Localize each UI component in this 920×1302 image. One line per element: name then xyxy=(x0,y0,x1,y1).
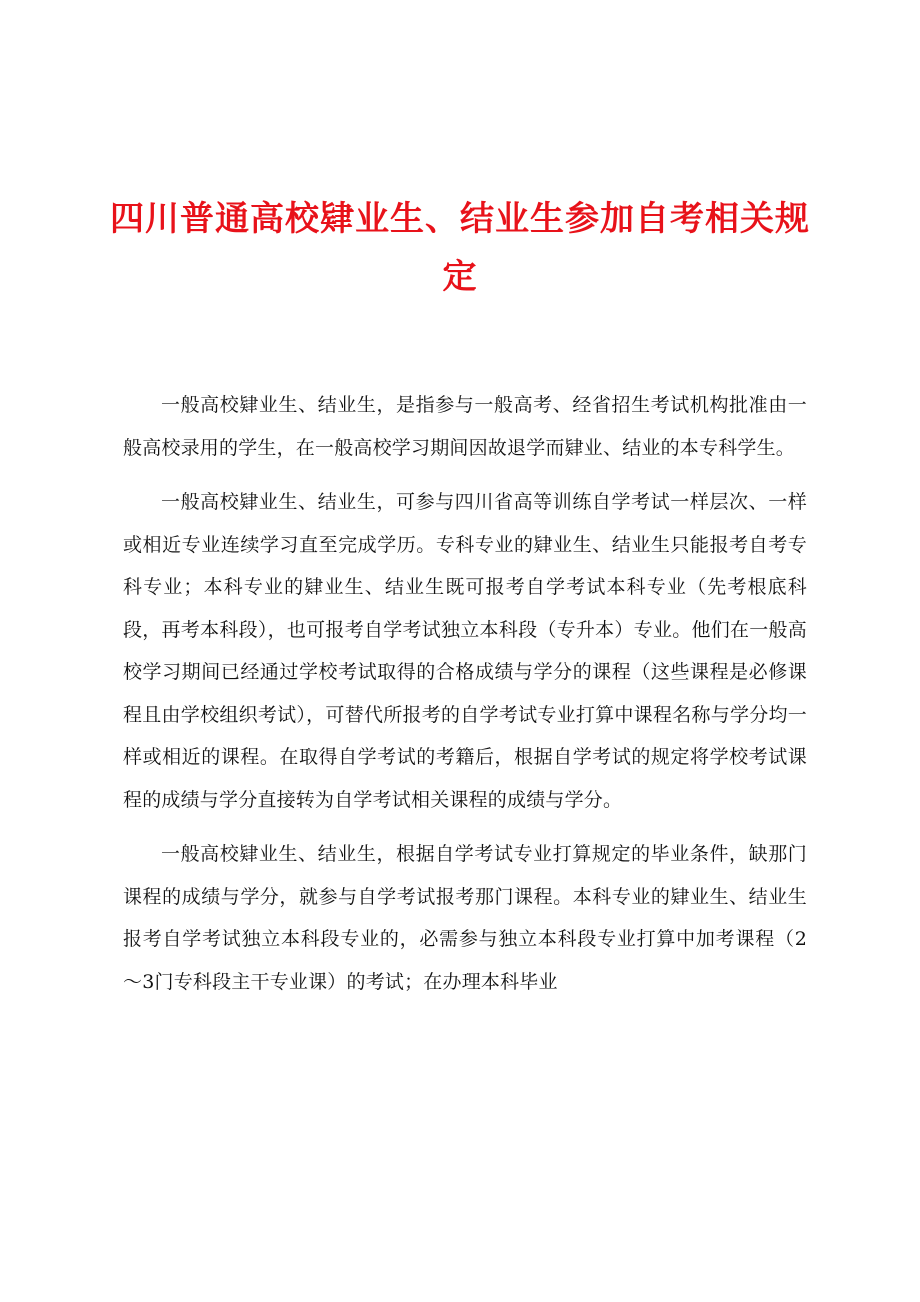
paragraph: 一般高校肄业生、结业生，根据自学考试专业打算规定的毕业条件，缺那门课程的成绩与学分，就参与自学考试报考那门课程。本科专业的肄业生、结业生报考自学考试独立本科段专业的，必需参与独立本科段专业打算中加考课程（2～3门专科段主干专业课）的考试；在办理本科毕业 xyxy=(123,843,807,993)
paragraph: 一般高校肄业生、结业生，可参与四川省高等训练自学考试一样层次、一样或相近专业连续学习直至完成学历。专科专业的肄业生、结业生只能报考自考专科专业；本科专业的肄业生、结业生既可报考自学考试本科专业（先考根底科段，再考本科段），也可报考自学考试独立本科段（专升本）专业。他们在一般高校学习期间已经通过学校考试取得的合格成绩与学分的课程（这些课程是必修课程且由学校组织考试），可替代所报考的自学考试专业打算中课程名称与学分均一样或相近的课程。在取得自学考试的考籍后，根据自学考试的规定将学校考试课程的成绩与学分直接转为自学考试相关课程的成绩与学分。 xyxy=(123,491,807,811)
document-title: 四川普通高校肄业生、结业生参加自考相关规定 xyxy=(110,199,810,297)
paragraph: 一般高校肄业生、结业生，是指参与一般高考、经省招生考试机构批准由一般高校录用的学生，在一般高校学习期间因故退学而肄业、结业的本专科学生。 xyxy=(123,394,807,459)
document-body xyxy=(123,384,807,1015)
